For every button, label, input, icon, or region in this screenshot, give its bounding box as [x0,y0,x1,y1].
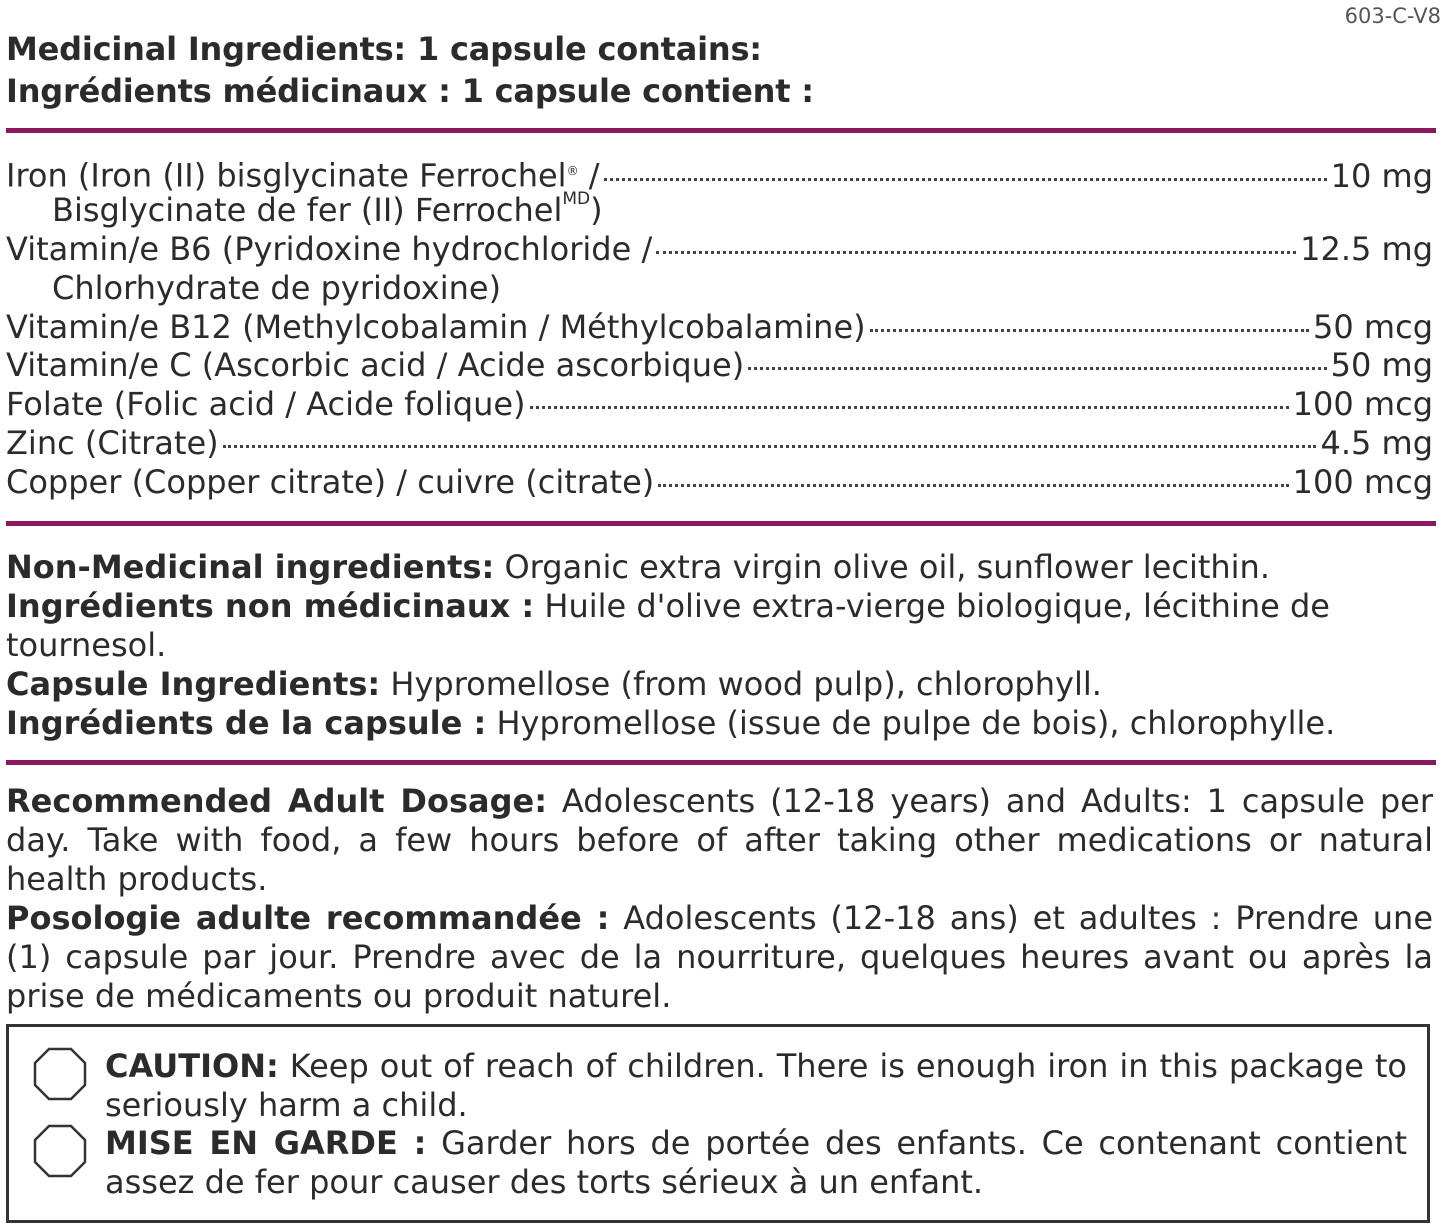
ingredient-amount: 4.5 mg [1320,424,1433,463]
ingredient-amount: 100 mcg [1292,463,1433,502]
ingredient-name-continued [6,188,1433,230]
ingredient-amount: 12.5 mg [1300,229,1433,268]
caution-en-text: Keep out of reach of children. There is enough iron in this package to seriously harm a child. [105,1047,1407,1124]
dot-leader [658,484,1288,487]
caution-fr-text: Garder hors de portée des enfants. Ce contenant contient assez de fer pour causer des torts sérieux à un enfant. [105,1124,1407,1201]
caution-fr [105,1124,1407,1202]
caution-fr-label: MISE EN GARDE : [105,1124,427,1162]
ingredient-row [6,308,1433,347]
dot-leader [223,445,1317,448]
ingredient-name: Vitamin/e B6 (Pyridoxine hydrochloride / [6,229,653,268]
divider-rule [6,760,1436,765]
dosage-fr [6,899,1433,1016]
ingredient-row [6,152,1433,195]
capsule-en-label: Capsule Ingredients: [6,664,381,703]
caution-en [105,1047,1407,1125]
non-medicinal-fr [6,587,1433,665]
ingredient-name-continued: Chlorhydrate de pyridoxine) [52,268,502,307]
capsule-en-text: Hypromellose (from wood pulp), chlorophyll. [380,664,1102,703]
non-medicinal-fr-label: Ingrédients non médicinaux : [6,586,535,625]
ingredient-name-fr: Bisglycinate de fer (II) Ferrochel [52,190,563,229]
ingredient-amount: 50 mcg [1313,307,1433,346]
ingredient-name: Copper (Copper citrate) / cuivre (citrate) [6,463,655,502]
ingredient-row [6,385,1433,424]
md-mark: MD [562,188,591,209]
ingredient-name-tail: / [578,156,600,195]
capsule-fr-text: Hypromellose (issue de pulpe de bois), chlorophylle. [486,703,1336,742]
registered-mark: ® [566,164,579,178]
dot-leader [530,406,1289,409]
dosage-fr-label: Posologie adulte recommandée : [6,898,610,937]
dosage-fr-text: Adolescents (12-18 ans) et adultes : Prendre une (1) capsule par jour. Prendre avec de la nourriture, quelques heures avant ou après la prise de médicaments ou produit naturel. [6,898,1434,1015]
non-medicinal-fr-text: Huile d'olive extra-vierge biologique, lécithine de tournesol. [6,586,1330,664]
capsule-ingredients-fr [6,704,1433,743]
ingredient-amount: 100 mcg [1292,385,1433,424]
non-medicinal-section [6,548,1433,743]
ingredient-name: Iron (Iron (II) bisglycinate Ferrochel [6,156,567,195]
ingredient-name: Vitamin/e B12 (Methylcobalamin / Méthylcobalamine) [6,307,866,346]
ingredient-list [6,152,1433,502]
ingredient-row [6,346,1433,385]
ingredient-name: Zinc (Citrate) [6,424,219,463]
dosage-en [6,782,1433,899]
ingredient-name-fr-tail: ) [590,190,603,229]
capsule-fr-label: Ingrédients de la capsule : [6,703,487,742]
capsule-ingredients-en [6,665,1433,704]
caution-box [6,1024,1430,1223]
dosage-en-label: Recommended Adult Dosage: [6,782,548,820]
ingredient-row [6,424,1433,463]
divider-rule [6,521,1436,526]
ingredient-name: Folate (Folic acid / Acide folique) [6,385,526,424]
dot-leader [604,178,1327,181]
ingredient-row [6,463,1433,502]
caution-en-label: CAUTION: [105,1047,279,1085]
octagon-icon [33,1047,87,1101]
dot-leader [870,329,1309,332]
ingredient-name: Vitamin/e C (Ascorbic acid / Acide ascorbique) [6,346,745,385]
non-medicinal-en-label: Non-Medicinal ingredients: [6,548,495,586]
dosage-en-text: Adolescents (12-18 years) and Adults: 1 capsule per day. Take with food, a few hours before of after taking other medications or natural health products. [6,782,1434,898]
header-fr: Ingrédients médicinaux : 1 capsule contient : [6,72,814,110]
non-medicinal-en [6,548,1433,587]
medicinal-ingredients-header [6,28,814,112]
header-en: Medicinal Ingredients: 1 capsule contains: [6,30,762,68]
dot-leader [748,367,1326,370]
ingredient-row [6,230,1433,269]
divider-rule [6,128,1436,133]
dot-leader [656,251,1296,254]
ingredient-amount: 50 mg [1330,346,1433,385]
dosage-section [6,782,1433,1015]
non-medicinal-en-text: Organic extra virgin olive oil, sunflower lecithin. [494,548,1270,586]
product-code: 603-C-V8 [1344,4,1441,28]
ingredient-amount: 10 mg [1330,156,1433,195]
octagon-icon [33,1124,87,1178]
